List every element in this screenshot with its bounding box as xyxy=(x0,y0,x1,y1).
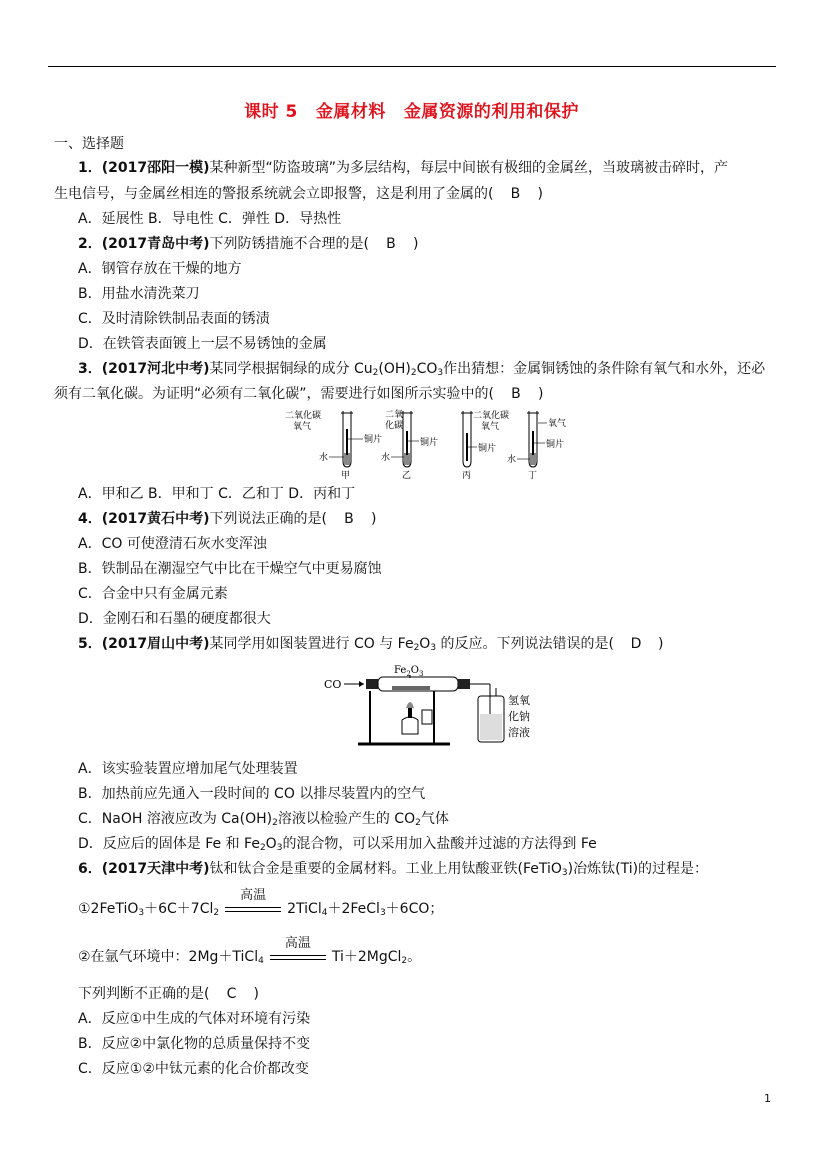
tube-ding xyxy=(507,411,566,481)
q2-close: ) xyxy=(412,236,419,252)
tube-jia-gas2: 氧气 xyxy=(293,422,312,432)
q5-s1: 2 xyxy=(413,643,420,653)
q3-t4: 作出猜想：金属铜锈蚀的条件除有氧气和水外，还必 xyxy=(443,361,766,377)
r2-s2: 2 xyxy=(401,956,408,966)
q3-t2: (OH) xyxy=(378,361,411,377)
q3-options: A．甲和乙 B．甲和丁 C．乙和丁 D．丙和丁 xyxy=(78,486,356,502)
r2-t1: ②在氩气环境中：2Mg＋TiCl xyxy=(78,949,259,965)
title-lesson: 课时 5 xyxy=(244,102,298,122)
q1-options: A．延展性 B．导电性 C．弹性 D．导热性 xyxy=(78,211,342,227)
r1-s4: 3 xyxy=(379,908,386,918)
q5-source: (2017眉山中考) xyxy=(101,636,210,652)
tube-jia-water: 水 xyxy=(319,453,329,463)
q4-source: (2017黄石中考) xyxy=(101,511,210,527)
fig5-fe2o3 xyxy=(394,665,423,678)
q5-s2: 3 xyxy=(430,643,437,653)
q5d-t2: O xyxy=(265,836,277,852)
q1-text1: 某种新型“防盗玻璃”为多层结构，每层中间嵌有极细的金属丝，当玻璃被击碎时，产 xyxy=(209,160,729,176)
q4-option-b: B．铁制品在潮湿空气中比在干燥空气中更易腐蚀 xyxy=(78,561,382,577)
q6-option-c: C．反应①②中钛元素的化合价都改变 xyxy=(78,1061,309,1077)
tube-bing-label: 丙 xyxy=(462,471,472,481)
title-subtopic: 金属资源的利用和保护 xyxy=(403,102,579,122)
q6-stem2 xyxy=(78,985,259,1003)
q1-text2: 生电信号，与金属丝相连的警报系统就会立即报警，这是利用了金属的( xyxy=(54,186,494,202)
q4-option-c: C．合金中只有金属元素 xyxy=(78,586,228,602)
r1-t1: ①2FeTiO xyxy=(78,901,139,917)
q1-close: ) xyxy=(537,186,543,202)
q2-source: (2017青岛中考) xyxy=(101,236,210,252)
r1-t5: ＋6CO； xyxy=(385,901,444,917)
q6-option-b: B．反应②中氯化物的总质量保持不变 xyxy=(78,1036,311,1052)
q5-apparatus-figure xyxy=(322,662,532,748)
fig5-fe: Fe xyxy=(394,665,407,676)
tube-jia-gas1: 二氧化碳 xyxy=(285,411,322,421)
r1-t3: 2TiCl xyxy=(287,901,322,917)
q6-s1: 3 xyxy=(561,868,568,878)
q5-stem xyxy=(78,635,663,653)
section-heading: 一、选择题 xyxy=(54,136,124,152)
q6-option-a: A．反应①中生成的气体对环境有污染 xyxy=(78,1011,311,1027)
q5-close: ) xyxy=(657,636,664,652)
r1-s2: 2 xyxy=(213,908,220,918)
q2-number: 2． xyxy=(78,236,102,252)
q3-s3: 3 xyxy=(437,368,444,378)
r2-condition xyxy=(268,936,328,966)
q1-number: 1． xyxy=(78,160,102,176)
q3-stem-line1 xyxy=(78,360,765,378)
q4-stem xyxy=(78,510,376,528)
q1-stem-line2 xyxy=(54,185,543,203)
q5-t1: 某同学用如图装置进行 CO 与 Fe xyxy=(209,636,414,652)
r1-s1: 3 xyxy=(138,908,145,918)
r1-t4: ＋2FeCl xyxy=(327,901,380,917)
tube-yi-water: 水 xyxy=(381,453,391,463)
r1-t2: ＋6C＋7Cl xyxy=(144,901,214,917)
q5c-t2: 溶液以检验产生的 CO xyxy=(277,811,416,827)
tube-jia-label: 甲 xyxy=(341,471,351,481)
q3-number: 3． xyxy=(78,361,102,377)
tube-bing-gas2: 氧气 xyxy=(481,422,500,432)
q1-answer: B xyxy=(510,186,521,202)
q5-option-c xyxy=(78,810,449,828)
q3-experiment-figure xyxy=(285,405,585,481)
q2-option-a: A．钢管存放在干燥的地方 xyxy=(78,261,242,277)
q6-reaction-2 xyxy=(78,936,422,966)
q5d-t3: 的混合物，可以采用加入盐酸并过滤的方法得到 Fe xyxy=(282,836,597,852)
q6-stem xyxy=(78,860,708,878)
q2-answer: B xyxy=(386,236,396,252)
fig5-co-label: CO xyxy=(324,678,342,691)
r1-cond-text: 高温 xyxy=(240,888,267,903)
q5-t3: 的反应。下列说法错误的是( xyxy=(436,636,614,652)
r2-t3: 。 xyxy=(407,949,422,965)
fig5-o: O xyxy=(410,665,419,676)
q5-option-b: B．加热前应先通入一段时间的 CO 以排尽装置内的空气 xyxy=(78,786,426,802)
q3-answer: B xyxy=(511,386,521,402)
q6-answer: C xyxy=(226,986,237,1002)
q1-source: (2017邵阳一模) xyxy=(101,160,210,176)
q3-close: ) xyxy=(537,386,544,402)
tube-yi-copper: 铜片 xyxy=(420,438,439,448)
q3-s2: 2 xyxy=(410,368,417,378)
q4-answer: B xyxy=(344,511,354,527)
tube-ding-copper: 铜片 xyxy=(546,440,565,450)
tube-bing-gas1: 二氧化碳 xyxy=(473,411,510,421)
tube-yi-label: 乙 xyxy=(402,471,412,481)
q5c-s1: 2 xyxy=(272,818,278,828)
r2-s1: 4 xyxy=(258,956,264,966)
q6-text2: 下列判断不正确的是( xyxy=(78,986,210,1002)
q5-t2: O xyxy=(419,636,431,652)
title-topic: 金属材料 xyxy=(315,102,386,122)
tube-bing xyxy=(461,409,509,481)
q6-source: (2017天津中考) xyxy=(101,861,210,877)
q6-close: ) xyxy=(253,986,259,1002)
q5c-s2: 2 xyxy=(415,818,421,828)
q3-t1: 某同学根据铜绿的成分 Cu xyxy=(209,361,373,377)
q6-reaction-1 xyxy=(78,888,444,918)
q2-option-b: B．用盐水清洗菜刀 xyxy=(78,286,200,302)
tube-ding-label: 丁 xyxy=(528,471,538,481)
tube-yi-gas1: 二氧 xyxy=(385,410,404,420)
q5d-t1: D．反应后的固体是 Fe 和 Fe xyxy=(78,836,260,852)
q3-text2: 须有二氧化碳。为证明“必须有二氧化碳”，需要进行如图所示实验中的( xyxy=(54,386,494,402)
q6-number: 6． xyxy=(78,861,102,877)
q5c-t1: C．NaOH 溶液应改为 Ca(OH) xyxy=(78,811,273,827)
fig5-naoh-1: 氢氧 xyxy=(508,694,530,707)
tube-ding-gas1: 氧气 xyxy=(548,419,567,429)
q2-option-c: C．及时清除铁制品表面的锈渍 xyxy=(78,311,270,327)
q4-close: ) xyxy=(370,511,377,527)
q2-text: 下列防锈措施不合理的是( xyxy=(209,236,369,252)
q4-option-a: A．CO 可使澄清石灰水变浑浊 xyxy=(78,536,267,552)
q4-text: 下列说法正确的是( xyxy=(209,511,327,527)
r1-condition xyxy=(223,888,283,918)
header-rule xyxy=(48,66,776,67)
fig5-s2: 3 xyxy=(418,670,424,678)
tube-jia xyxy=(285,409,382,481)
q3-stem-line2 xyxy=(54,385,543,403)
q2-option-d: D．在铁管表面镀上一层不易锈蚀的金属 xyxy=(78,336,327,352)
q3-source: (2017河北中考) xyxy=(101,361,210,377)
page-number: 1 xyxy=(764,1092,771,1105)
q5d-s2: 3 xyxy=(276,843,283,853)
fig5-naoh-2: 化钠 xyxy=(508,710,530,723)
q4-option-d: D．金刚石和石墨的硬度都很大 xyxy=(78,611,271,627)
q5-answer: D xyxy=(630,636,642,652)
fig5-s1: 2 xyxy=(406,670,411,678)
q5c-t3: 气体 xyxy=(420,811,449,827)
tube-bing-copper: 铜片 xyxy=(478,444,497,454)
r2-cond-text: 高温 xyxy=(284,936,311,951)
q2-stem xyxy=(78,235,418,253)
q1-stem-line1 xyxy=(78,159,728,177)
q4-number: 4． xyxy=(78,511,102,527)
r1-s3: 4 xyxy=(321,908,328,918)
r2-t2: Ti＋2MgCl xyxy=(331,949,402,965)
q3-t3: CO xyxy=(416,361,438,377)
q5d-s1: 2 xyxy=(259,843,266,853)
q5-option-a: A．该实验装置应增加尾气处理装置 xyxy=(78,761,298,777)
tube-jia-copper: 铜片 xyxy=(364,435,383,445)
page-title xyxy=(0,97,823,122)
q5-number: 5． xyxy=(78,636,102,652)
q3-s1: 2 xyxy=(372,368,379,378)
fig5-naoh-3: 溶液 xyxy=(508,726,530,739)
q6-t1: 钛和钛合金是重要的金属材料。工业上用钛酸亚铁(FeTiO xyxy=(209,861,562,877)
q5-option-d xyxy=(78,835,597,853)
q6-t2: )冶炼钛(Ti)的过程是： xyxy=(567,861,709,877)
tube-yi-gas2: 化碳 xyxy=(385,421,404,431)
tube-ding-water: 水 xyxy=(507,455,517,465)
tube-yi xyxy=(381,408,438,481)
